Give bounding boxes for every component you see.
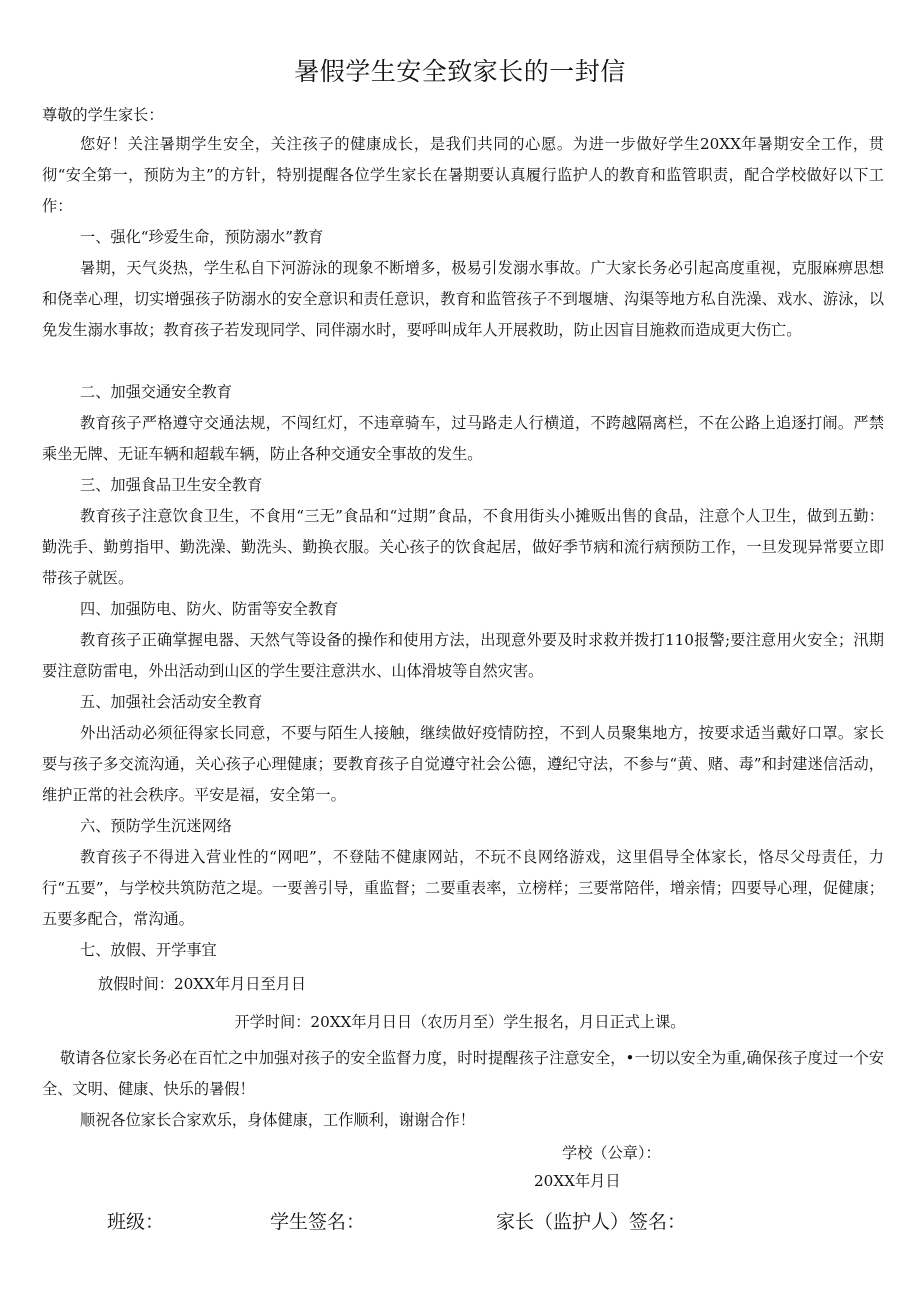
- intro-paragraph: 您好！关注暑期学生安全，关注孩子的健康成长，是我们共同的心愿。为进一步做好学生20XX年暑期安全工作，贯彻“安全第一，预防为主”的方针，特别提醒各位学生家长在暑期要认真履行监护人的教育和监管职责，配合学校做好以下工作：: [42, 135, 884, 215]
- section-heading-traffic: 二、加强交通安全教育: [80, 383, 232, 401]
- wishes-paragraph: 顺祝各位家长合家欢乐，身体健康，工作顺利，谢谢合作！: [80, 1111, 475, 1129]
- document-title: 暑假学生安全致家长的一封信: [294, 57, 626, 86]
- section-body-drowning: 暑期，天气炎热，学生私自下河游泳的现象不断增多，极易引发溺水事故。广大家长务必引起高度重视，克服麻痹思想和侥幸心理，切实增强孩子防溺水的安全意识和责任意识，教育和监管孩子不到堰塘、沟渠等地方私自洗澡、戏水、游泳，以免发生溺水事故；教育孩子若发现同学、同伴溺水时，要呼叫成年人开展救助，防止因盲目施救而造成更大伤亡。: [42, 259, 884, 339]
- section-heading-internet: 六、预防学生沉迷网络: [80, 817, 232, 835]
- class-label: 班级：: [107, 1211, 165, 1233]
- section-heading-electric-fire: 四、加强防电、防火、防雷等安全教育: [80, 600, 339, 618]
- school-start-time: 开学时间：20XX年月日日（农历月至）学生报名，月日正式上课。: [234, 1013, 686, 1031]
- section-heading-food: 三、加强食品卫生安全教育: [80, 476, 263, 494]
- section-heading-social: 五、加强社会活动安全教育: [80, 693, 263, 711]
- section-heading-drowning: 一、强化“珍爱生命，预防溺水”教育: [80, 228, 324, 246]
- salutation: 尊敬的学生家长：: [42, 106, 164, 124]
- section-body-traffic: 教育孩子严格遵守交通法规，不闯红灯，不违章骑车，过马路走人行横道，不跨越隔离栏，不在公路上追逐打闹。严禁乘坐无牌、无证车辆和超载车辆，防止各种交通安全事故的发生。: [42, 414, 884, 463]
- section-body-internet: 教育孩子不得进入营业性的“网吧”，不登陆不健康网站，不玩不良网络游戏，这里倡导全体家长，恪尽父母责任，力行“五要”，与学校共筑防范之堤。一要善引导，重监督；二要重表率，立榜样；三要常陪伴，增亲情；四要导心理，促健康；五要多配合，常沟通。: [42, 848, 884, 928]
- student-signature-label: 学生签名：: [270, 1211, 366, 1233]
- closing-paragraph: 敬请各位家长务必在百忙之中加强对孩子的安全监督力度，时时提醒孩子注意安全，•一切以安全为重,确保孩子度过一个安全、文明、健康、快乐的暑假！: [42, 1049, 884, 1098]
- holiday-time: 放假时间：20XX年月日至月日: [98, 975, 307, 993]
- section-heading-schedule: 七、放假、开学事宜: [80, 941, 217, 959]
- letter-date: 20XX年月日: [534, 1172, 621, 1190]
- parent-signature-label: 家长（监护人）签名：: [496, 1211, 687, 1233]
- school-seal: 学校（公章）：: [562, 1144, 661, 1162]
- section-body-food: 教育孩子注意饮食卫生，不食用“三无”食品和“过期”食品，不食用街头小摊贩出售的食品，注意个人卫生，做到五勤：勤洗手、勤剪指甲、勤洗澡、勤洗头、勤换衣服。关心孩子的饮食起居，做好季节病和流行病预防工作，一旦发现异常要立即带孩子就医。: [42, 507, 884, 587]
- section-body-social: 外出活动必须征得家长同意，不要与陌生人接触，继续做好疫情防控，不到人员聚集地方，按要求适当戴好口罩。家长要与孩子多交流沟通，关心孩子心理健康；要教育孩子自觉遵守社会公德，遵纪守法，不参与“黄、赌、毒”和封建迷信活动，维护正常的社会秩序。平安是福，安全第一。: [42, 724, 884, 804]
- section-body-electric-fire: 教育孩子正确掌握电器、天然气等设备的操作和使用方法，出现意外要及时求救并拨打110报警;要注意用火安全；汛期要注意防雷电，外出活动到山区的学生要注意洪水、山体滑坡等自然灾害。: [42, 631, 884, 680]
